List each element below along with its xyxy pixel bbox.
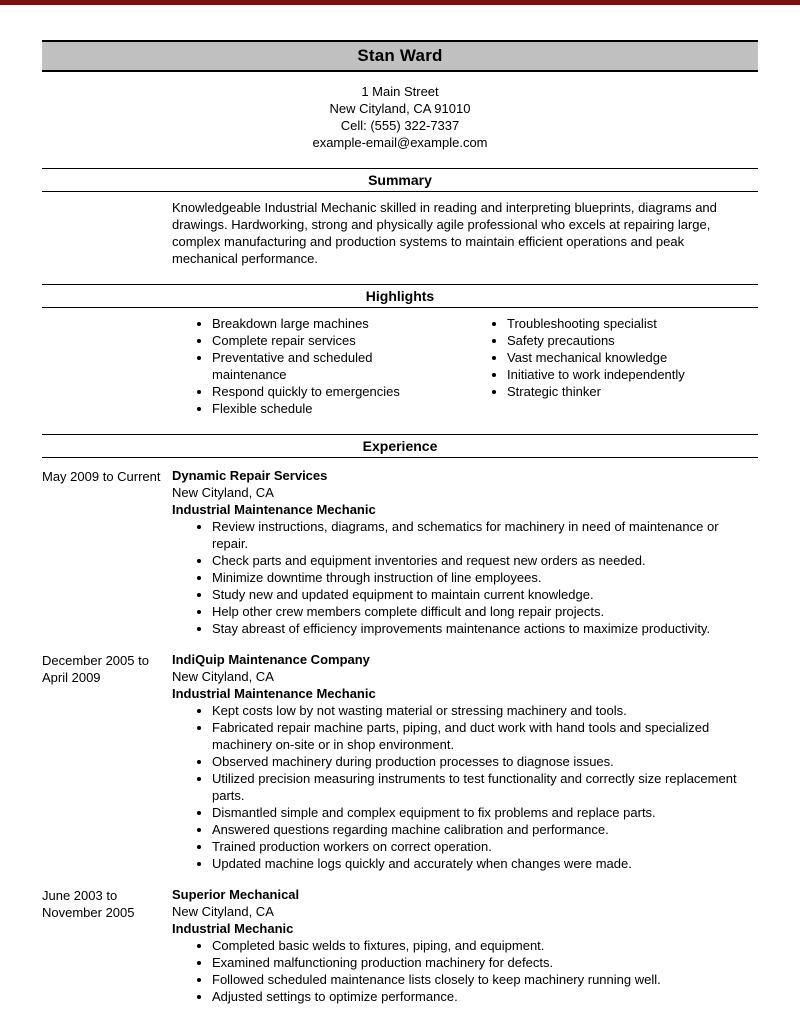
resume-content — [42, 40, 758, 1005]
highlight-item: • Breakdown large machines — [212, 315, 437, 332]
company-name: IndiQuip Maintenance Company — [172, 652, 370, 667]
job-title: Industrial Maintenance Mechanic — [172, 502, 376, 517]
job-duty: • Adjusted settings to optimize performance. — [212, 988, 758, 1005]
job-duty: • Review instructions, diagrams, and schematics for machinery in need of maintenance or repair. — [212, 518, 758, 552]
job-duties-list — [172, 702, 758, 872]
job-duty: • Observed machinery during production processes to diagnose issues. — [212, 753, 758, 770]
highlight-item: • Safety precautions — [507, 332, 757, 349]
highlight-item: • Strategic thinker — [507, 383, 757, 400]
job-entry — [42, 651, 758, 872]
job-title: Industrial Mechanic — [172, 921, 294, 936]
contact-line: example-email@example.com — [312, 135, 488, 150]
company-name: Dynamic Repair Services — [172, 468, 328, 483]
highlight-item: • Respond quickly to emergencies — [212, 383, 437, 400]
contact-line: New Cityland, CA 91010 — [329, 101, 471, 116]
job-duty: • Completed basic welds to fixtures, piping, and equipment. — [212, 937, 758, 954]
experience-section — [42, 434, 758, 1005]
summary-section-title: Summary — [42, 168, 758, 192]
job-duty: • Fabricated repair machine parts, piping, and duct work with hand tools and specialized machinery on-site or in shop environment. — [212, 719, 758, 753]
highlight-item: • Initiative to work independently — [507, 366, 757, 383]
top-accent-bar — [0, 0, 800, 5]
job-duty: • Kept costs low by not wasting material or stressing machinery and tools. — [212, 702, 758, 719]
job-dates: December 2005 to April 2009 — [42, 653, 149, 685]
highlight-item: • Vast mechanical knowledge — [507, 349, 757, 366]
job-duty: • Help other crew members complete difficult and long repair projects. — [212, 603, 758, 620]
highlights-section-title: Highlights — [42, 284, 758, 308]
job-duty: • Followed scheduled maintenance lists closely to keep machinery running well. — [212, 971, 758, 988]
job-duty: • Dismantled simple and complex equipment to fix problems and replace parts. — [212, 804, 758, 821]
job-duty: • Updated machine logs quickly and accurately when changes were made. — [212, 855, 758, 872]
job-duty: • Study new and updated equipment to maintain current knowledge. — [212, 586, 758, 603]
highlights-left-list — [172, 315, 467, 417]
candidate-name: Stan Ward — [357, 46, 443, 65]
job-duty: • Utilized precision measuring instruments to test functionality and correctly size replacement parts. — [212, 770, 758, 804]
job-entry — [42, 886, 758, 1005]
highlight-item: • Complete repair services — [212, 332, 437, 349]
highlights-right-list — [467, 315, 757, 417]
jobs-list — [42, 467, 758, 1005]
job-duty: • Minimize downtime through instruction of line employees. — [212, 569, 758, 586]
highlight-item: • Preventative and scheduled maintenance — [212, 349, 437, 383]
job-duties-list — [172, 518, 758, 637]
job-duty: • Answered questions regarding machine calibration and performance. — [212, 821, 758, 838]
highlights-section — [42, 284, 758, 417]
contact-block — [42, 83, 758, 151]
job-details — [172, 886, 758, 1005]
job-dates: May 2009 to Current — [42, 469, 161, 484]
job-duty: • Trained production workers on correct operation. — [212, 838, 758, 855]
highlights-columns — [172, 315, 758, 417]
job-location: New Cityland, CA — [172, 669, 274, 684]
job-details — [172, 467, 758, 637]
job-dates: June 2003 to November 2005 — [42, 888, 135, 920]
job-location: New Cityland, CA — [172, 904, 274, 919]
job-duty: • Examined malfunctioning production machinery for defects. — [212, 954, 758, 971]
job-duty: • Check parts and equipment inventories and request new orders as needed. — [212, 552, 758, 569]
job-duties-list — [172, 937, 758, 1005]
job-location: New Cityland, CA — [172, 485, 274, 500]
contact-line: Cell: (555) 322-7337 — [340, 118, 460, 133]
job-details — [172, 651, 758, 872]
highlight-item: • Flexible schedule — [212, 400, 437, 417]
company-name: Superior Mechanical — [172, 887, 300, 902]
summary-section — [42, 168, 758, 267]
contact-line: 1 Main Street — [361, 84, 439, 99]
job-duty: • Stay abreast of efficiency improvements maintenance actions to maximize productivity. — [212, 620, 758, 637]
summary-text: Knowledgeable Industrial Mechanic skilled in reading and interpreting blueprints, diagrams and drawings. Hardworking, strong and physically agile professional who excels at repairing large, complex manufacturing and production systems to maintain efficient operations and peak mechanical performance. — [172, 200, 717, 266]
job-title: Industrial Maintenance Mechanic — [172, 686, 376, 701]
experience-section-title: Experience — [42, 434, 758, 458]
name-bar — [42, 40, 758, 72]
job-entry — [42, 467, 758, 637]
highlight-item: • Troubleshooting specialist — [507, 315, 757, 332]
